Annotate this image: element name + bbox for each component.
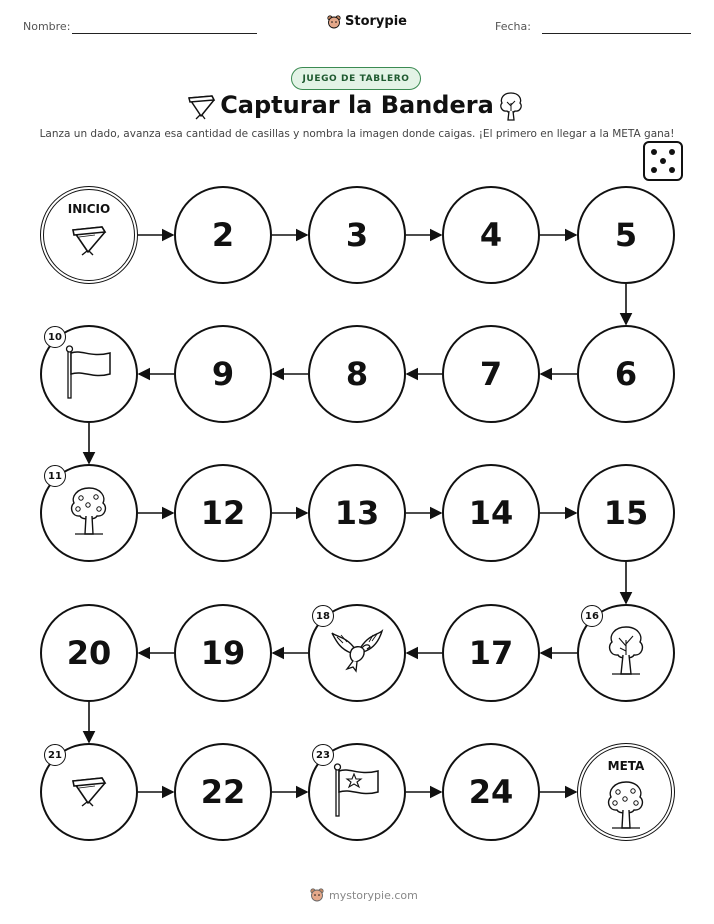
board-cell-4 xyxy=(442,186,540,284)
board-cell-8 xyxy=(308,325,406,423)
board-cell-25 xyxy=(577,743,675,841)
fruit-tree-icon xyxy=(603,779,649,835)
board-cell-2 xyxy=(174,186,272,284)
board-cell-6 xyxy=(577,325,675,423)
cell-number-tag: 21 xyxy=(44,744,66,766)
footer-site: mystorypie.com xyxy=(329,888,418,902)
cell-number: 6 xyxy=(614,355,638,393)
board-cell-20 xyxy=(40,604,138,702)
fruit-tree-icon xyxy=(66,485,112,541)
name-label: Nombre: xyxy=(23,20,71,33)
board-cell-15 xyxy=(577,464,675,562)
tree-icon xyxy=(604,624,648,682)
cell-number: 24 xyxy=(468,773,514,811)
cell-number: 7 xyxy=(479,355,503,393)
board-cell-13 xyxy=(308,464,406,562)
board-cell-3 xyxy=(308,186,406,284)
cell-number: 8 xyxy=(345,355,369,393)
star-flag-icon xyxy=(332,762,382,822)
start-label: INICIO xyxy=(67,202,111,216)
board-cell-24 xyxy=(442,743,540,841)
board-cell-5 xyxy=(577,186,675,284)
page-title: Capturar la Bandera xyxy=(220,91,494,119)
cell-number: 14 xyxy=(468,494,514,532)
cell-number: 2 xyxy=(211,216,235,254)
cell-number: 12 xyxy=(200,494,246,532)
cell-number-tag: 18 xyxy=(312,605,334,627)
cell-number: 5 xyxy=(614,216,638,254)
cell-number: 4 xyxy=(479,216,503,254)
bandana-icon xyxy=(69,222,109,260)
cell-number: 3 xyxy=(345,216,369,254)
bandana-icon xyxy=(69,773,109,811)
board-cell-1 xyxy=(40,186,138,284)
cell-number-tag: 11 xyxy=(44,465,66,487)
board-cell-17 xyxy=(442,604,540,702)
cell-number-tag: 16 xyxy=(581,605,603,627)
board-cell-22 xyxy=(174,743,272,841)
cell-number-tag: 23 xyxy=(312,744,334,766)
cell-number: 20 xyxy=(66,634,112,672)
cell-number: 17 xyxy=(468,634,514,672)
flag-icon xyxy=(64,344,114,404)
cell-number: 15 xyxy=(603,494,649,532)
date-label: Fecha: xyxy=(495,20,531,33)
goal-label: META xyxy=(607,759,645,773)
cell-number: 22 xyxy=(200,773,246,811)
board-cell-9 xyxy=(174,325,272,423)
cell-number: 9 xyxy=(211,355,235,393)
eagle-icon xyxy=(329,629,385,677)
cell-number-tag: 10 xyxy=(44,326,66,348)
board-cell-14 xyxy=(442,464,540,562)
bear-icon xyxy=(310,888,324,902)
cell-number: 13 xyxy=(334,494,380,532)
board-cell-19 xyxy=(174,604,272,702)
game-type-badge: JUEGO DE TABLERO xyxy=(291,67,421,90)
footer xyxy=(310,888,418,902)
board-cell-7 xyxy=(442,325,540,423)
cell-number: 19 xyxy=(200,634,246,672)
board-cell-12 xyxy=(174,464,272,562)
instructions: Lanza un dado, avanza esa cantidad de casillas y nombra la imagen donde caigas. ¡El primero en llegar a la META gana! xyxy=(39,128,675,140)
brand-name: Storypie xyxy=(345,14,407,29)
